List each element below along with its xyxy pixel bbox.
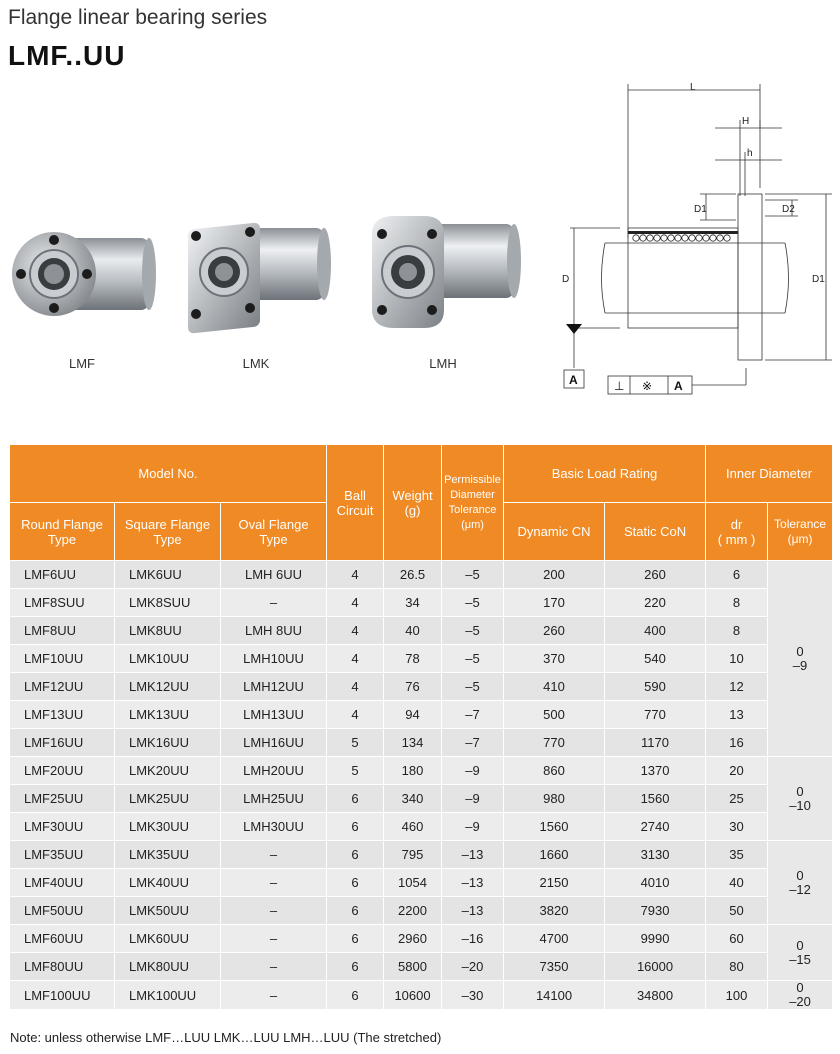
cell-dr: 60 — [706, 925, 768, 953]
cell-dyn: 200 — [504, 561, 605, 589]
table-row — [10, 561, 833, 589]
table-row — [10, 841, 833, 869]
table-row — [10, 617, 833, 645]
cell-perm: –7 — [442, 729, 504, 757]
round-header: Round Flange Type — [10, 503, 115, 561]
tolerance-lower: –15 — [789, 951, 811, 967]
cell-perm: –20 — [442, 953, 504, 981]
cell-ball: 4 — [327, 701, 384, 729]
tolerance-lower: –9 — [792, 657, 808, 673]
cell-perm: –16 — [442, 925, 504, 953]
cell-stat: 260 — [605, 561, 706, 589]
cell-square: LMK100UU — [115, 981, 221, 1010]
cell-oval: – — [221, 589, 327, 617]
cell-oval: LMH20UU — [221, 757, 327, 785]
cell-stat: 1370 — [605, 757, 706, 785]
cell-dr: 35 — [706, 841, 768, 869]
table-row — [10, 673, 833, 701]
table-row — [10, 981, 833, 1010]
cell-dyn: 14100 — [504, 981, 605, 1010]
cell-round: LMF10UU — [10, 645, 115, 673]
cell-oval: LMH10UU — [221, 645, 327, 673]
cell-dr: 40 — [706, 869, 768, 897]
cell-ball: 5 — [327, 757, 384, 785]
cell-stat: 34800 — [605, 981, 706, 1010]
cell-round: LMF16UU — [10, 729, 115, 757]
tolerance-header: Tolerance (μm) — [768, 503, 833, 561]
cell-dyn: 860 — [504, 757, 605, 785]
cell-dr: 25 — [706, 785, 768, 813]
cell-round: LMF12UU — [10, 673, 115, 701]
cell-stat: 7930 — [605, 897, 706, 925]
cell-dyn: 500 — [504, 701, 605, 729]
cell-ball: 6 — [327, 841, 384, 869]
svg-text:D2: D2 — [782, 204, 795, 215]
lmk-label: LMK — [242, 356, 270, 371]
cell-dr: 13 — [706, 701, 768, 729]
cell-stat: 4010 — [605, 869, 706, 897]
footnote: Note: unless otherwise LMF…LUU LMK…LUU LMH…LUU (The stretched) — [10, 1030, 442, 1045]
cell-weight: 460 — [384, 813, 442, 841]
cell-stat: 3130 — [605, 841, 706, 869]
table-row — [10, 729, 833, 757]
cell-round: LMF40UU — [10, 869, 115, 897]
tolerance-group — [768, 561, 833, 757]
cell-perm: –5 — [442, 645, 504, 673]
cell-oval: – — [221, 981, 327, 1010]
cell-dr: 100 — [706, 981, 768, 1010]
cell-dyn: 7350 — [504, 953, 605, 981]
cell-ball: 4 — [327, 617, 384, 645]
cell-square: LMK25UU — [115, 785, 221, 813]
cell-round: LMF13UU — [10, 701, 115, 729]
cell-square: LMK30UU — [115, 813, 221, 841]
cell-stat: 1560 — [605, 785, 706, 813]
cell-weight: 340 — [384, 785, 442, 813]
cell-ball: 6 — [327, 813, 384, 841]
svg-text:⊥: ⊥ — [614, 379, 625, 393]
tolerance-group — [768, 757, 833, 841]
cell-stat: 1170 — [605, 729, 706, 757]
cell-perm: –9 — [442, 757, 504, 785]
cell-perm: –13 — [442, 869, 504, 897]
table-row — [10, 645, 833, 673]
cell-dyn: 370 — [504, 645, 605, 673]
tolerance-upper: 0 — [796, 643, 804, 659]
cell-oval: LMH16UU — [221, 729, 327, 757]
cell-square: LMK16UU — [115, 729, 221, 757]
cell-dr: 16 — [706, 729, 768, 757]
cell-perm: –5 — [442, 561, 504, 589]
oval-header: Oval Flange Type — [221, 503, 327, 561]
cell-oval: – — [221, 953, 327, 981]
cell-weight: 180 — [384, 757, 442, 785]
svg-text:A: A — [569, 373, 578, 387]
svg-text:H: H — [742, 116, 750, 127]
cell-square: LMK80UU — [115, 953, 221, 981]
cell-stat: 16000 — [605, 953, 706, 981]
cell-square: LMK8UU — [115, 617, 221, 645]
cell-stat: 2740 — [605, 813, 706, 841]
cell-perm: –13 — [442, 841, 504, 869]
table-row — [10, 953, 833, 981]
dimension-drawing — [560, 78, 835, 398]
tolerance-upper: 0 — [796, 867, 804, 883]
lmf-label: LMF — [69, 356, 95, 371]
dr-header: dr ( mm ) — [706, 503, 768, 561]
svg-text:※: ※ — [642, 379, 653, 393]
cell-round: LMF20UU — [10, 757, 115, 785]
cell-stat: 9990 — [605, 925, 706, 953]
tolerance-upper: 0 — [796, 783, 804, 799]
cell-weight: 34 — [384, 589, 442, 617]
square-header: Square Flange Type — [115, 503, 221, 561]
cell-ball: 4 — [327, 561, 384, 589]
cell-oval: – — [221, 869, 327, 897]
svg-text:A: A — [674, 379, 683, 393]
lmh-label: LMH — [429, 356, 457, 371]
cell-ball: 6 — [327, 869, 384, 897]
table-row — [10, 701, 833, 729]
cell-ball: 4 — [327, 673, 384, 701]
cell-dr: 20 — [706, 757, 768, 785]
lmk-photo — [186, 210, 331, 335]
cell-dyn: 3820 — [504, 897, 605, 925]
cell-round: LMF80UU — [10, 953, 115, 981]
cell-dyn: 170 — [504, 589, 605, 617]
cell-ball: 6 — [327, 785, 384, 813]
cell-dr: 80 — [706, 953, 768, 981]
cell-ball: 6 — [327, 953, 384, 981]
cell-weight: 78 — [384, 645, 442, 673]
cell-weight: 26.5 — [384, 561, 442, 589]
cell-round: LMF50UU — [10, 897, 115, 925]
cell-dyn: 1560 — [504, 813, 605, 841]
tolerance-lower: –20 — [789, 994, 811, 1009]
lmh-photo — [364, 210, 524, 335]
cell-dr: 10 — [706, 645, 768, 673]
cell-round: LMF30UU — [10, 813, 115, 841]
cell-perm: –7 — [442, 701, 504, 729]
cell-weight: 40 — [384, 617, 442, 645]
table-row — [10, 869, 833, 897]
cell-dyn: 260 — [504, 617, 605, 645]
cell-weight: 5800 — [384, 953, 442, 981]
svg-text:D1: D1 — [812, 274, 825, 285]
cell-dyn: 770 — [504, 729, 605, 757]
cell-ball: 4 — [327, 645, 384, 673]
cell-ball: 6 — [327, 897, 384, 925]
cell-ball: 4 — [327, 589, 384, 617]
tolerance-lower: –10 — [789, 797, 811, 813]
cell-round: LMF35UU — [10, 841, 115, 869]
cell-square: LMK8SUU — [115, 589, 221, 617]
weight-header: Weight (g) — [384, 445, 442, 561]
cell-perm: –30 — [442, 981, 504, 1010]
cell-weight: 2960 — [384, 925, 442, 953]
cell-ball: 6 — [327, 925, 384, 953]
svg-text:L: L — [690, 82, 696, 93]
cell-oval: LMH12UU — [221, 673, 327, 701]
cell-round: LMF8UU — [10, 617, 115, 645]
tolerance-group — [768, 981, 833, 1010]
cell-ball: 6 — [327, 981, 384, 1010]
cell-dyn: 2150 — [504, 869, 605, 897]
cell-square: LMK12UU — [115, 673, 221, 701]
cell-round: LMF25UU — [10, 785, 115, 813]
table-row — [10, 925, 833, 953]
tolerance-group — [768, 925, 833, 981]
cell-dr: 30 — [706, 813, 768, 841]
svg-text:h: h — [747, 148, 753, 159]
cell-round: LMF60UU — [10, 925, 115, 953]
cell-perm: –5 — [442, 617, 504, 645]
cell-dr: 8 — [706, 589, 768, 617]
cell-square: LMK6UU — [115, 561, 221, 589]
cell-dyn: 980 — [504, 785, 605, 813]
cell-dr: 12 — [706, 673, 768, 701]
cell-round: LMF100UU — [10, 981, 115, 1010]
cell-stat: 590 — [605, 673, 706, 701]
cell-weight: 10600 — [384, 981, 442, 1010]
table-row — [10, 785, 833, 813]
tolerance-upper: 0 — [796, 980, 804, 995]
cell-oval: LMH25UU — [221, 785, 327, 813]
cell-oval: – — [221, 897, 327, 925]
dynamic-header: Dynamic CN — [504, 503, 605, 561]
basic-load-header: Basic Load Rating — [504, 445, 706, 503]
ball-circuit-header: Ball Circuit — [327, 445, 384, 561]
cell-ball: 5 — [327, 729, 384, 757]
cell-perm: –13 — [442, 897, 504, 925]
lmf-photo — [12, 210, 157, 335]
cell-oval: LMH13UU — [221, 701, 327, 729]
spec-table — [9, 444, 833, 1010]
cell-weight: 2200 — [384, 897, 442, 925]
model-no-header: Model No. — [10, 445, 327, 503]
static-header: Static CoN — [605, 503, 706, 561]
cell-perm: –5 — [442, 589, 504, 617]
cell-stat: 770 — [605, 701, 706, 729]
cell-oval: – — [221, 841, 327, 869]
cell-oval: LMH 8UU — [221, 617, 327, 645]
cell-dr: 6 — [706, 561, 768, 589]
cell-weight: 795 — [384, 841, 442, 869]
tolerance-group — [768, 841, 833, 925]
cell-dyn: 1660 — [504, 841, 605, 869]
cell-dr: 50 — [706, 897, 768, 925]
cell-weight: 76 — [384, 673, 442, 701]
cell-weight: 94 — [384, 701, 442, 729]
cell-perm: –9 — [442, 785, 504, 813]
cell-stat: 540 — [605, 645, 706, 673]
cell-dr: 8 — [706, 617, 768, 645]
cell-weight: 134 — [384, 729, 442, 757]
cell-round: LMF8SUU — [10, 589, 115, 617]
cell-dyn: 4700 — [504, 925, 605, 953]
table-row — [10, 813, 833, 841]
tolerance-lower: –12 — [789, 881, 811, 897]
page-title: Flange linear bearing series — [8, 6, 268, 29]
cell-dyn: 410 — [504, 673, 605, 701]
cell-square: LMK50UU — [115, 897, 221, 925]
cell-square: LMK10UU — [115, 645, 221, 673]
cell-square: LMK60UU — [115, 925, 221, 953]
tolerance-upper: 0 — [796, 937, 804, 953]
cell-weight: 1054 — [384, 869, 442, 897]
cell-round: LMF6UU — [10, 561, 115, 589]
cell-oval: LMH 6UU — [221, 561, 327, 589]
cell-square: LMK35UU — [115, 841, 221, 869]
cell-stat: 400 — [605, 617, 706, 645]
cell-stat: 220 — [605, 589, 706, 617]
svg-text:D1: D1 — [694, 204, 707, 215]
series-code: LMF..UU — [8, 40, 126, 71]
inner-diameter-header: Inner Diameter — [706, 445, 833, 503]
perm-tol-header: Permissible Diameter Tolerance (μm) — [442, 445, 504, 561]
cell-square: LMK40UU — [115, 869, 221, 897]
svg-text:D: D — [562, 274, 570, 285]
cell-perm: –9 — [442, 813, 504, 841]
table-row — [10, 897, 833, 925]
cell-square: LMK20UU — [115, 757, 221, 785]
cell-oval: LMH30UU — [221, 813, 327, 841]
table-row — [10, 589, 833, 617]
table-row — [10, 757, 833, 785]
cell-perm: –5 — [442, 673, 504, 701]
cell-oval: – — [221, 925, 327, 953]
cell-square: LMK13UU — [115, 701, 221, 729]
